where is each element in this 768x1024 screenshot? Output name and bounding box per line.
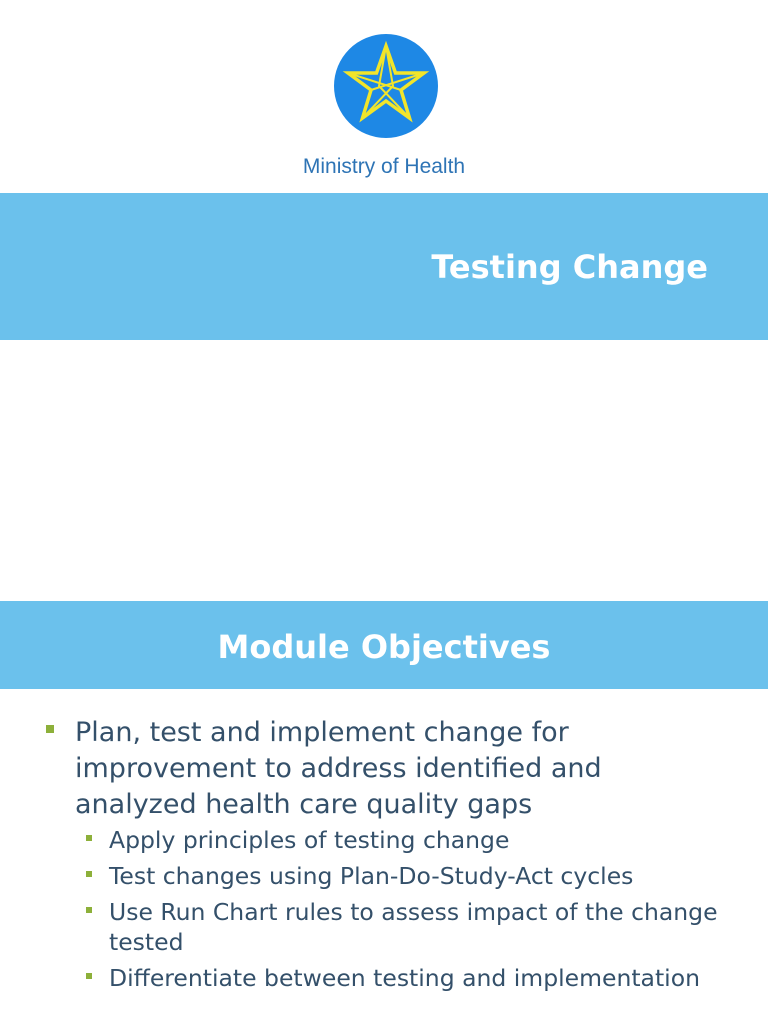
bullet-marker [86,973,92,979]
list-item [86,861,726,891]
cover-header [0,0,768,193]
slide-title: Testing Change [431,248,708,286]
main-objective [46,715,726,823]
list-item [86,897,726,957]
main-objective-text: Plan, test and implement change for improvement to address identified and analyzed health care quality gaps [75,717,602,820]
bullet-marker [46,725,54,733]
sub-objective-text: Apply principles of testing change [109,826,510,854]
list-item [86,825,726,855]
list-item [86,963,726,993]
bullet-marker [86,871,92,877]
sub-objective-text: Test changes using Plan-Do-Study-Act cycles [109,862,634,890]
organization-name: Ministry of Health [302,155,466,178]
objectives-content [0,689,768,1024]
section-heading: Module Objectives [217,628,551,666]
bullet-marker [86,835,92,841]
ethiopia-star-emblem-icon [333,33,439,139]
sub-objectives-list [86,825,726,999]
bullet-marker [86,907,92,913]
sub-objective-text: Differentiate between testing and implementation [109,964,700,992]
cover-body [0,340,768,601]
sub-objective-text: Use Run Chart rules to assess impact of the change tested [109,898,718,956]
